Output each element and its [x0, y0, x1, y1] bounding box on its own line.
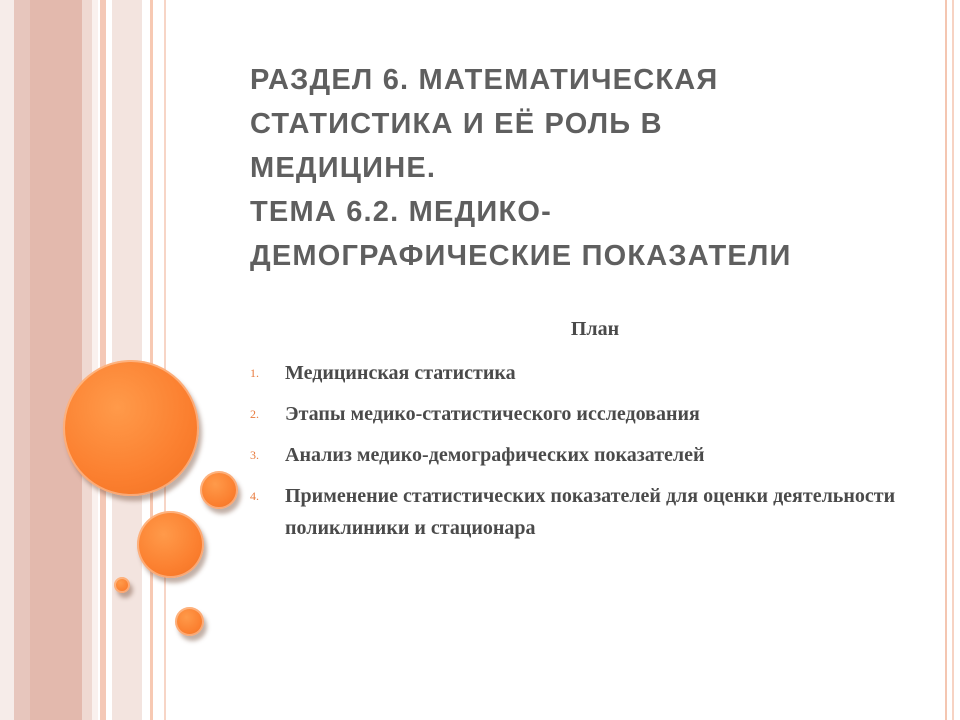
decor-stripe: [82, 0, 92, 720]
decor-circle-medium: [137, 511, 204, 578]
plan-list: [250, 357, 940, 553]
decor-stripe: [164, 0, 166, 720]
decor-border-line: [952, 0, 954, 720]
plan-item-text: Этапы медико-статистического исследования: [285, 403, 700, 425]
plan-item: [250, 439, 940, 471]
decor-stripe: [150, 0, 153, 720]
decor-stripe: [100, 0, 106, 720]
decor-stripe: [0, 0, 14, 720]
decor-circle-large: [63, 360, 199, 496]
plan-item: [250, 398, 940, 430]
title-line: РАЗДЕЛ 6. МАТЕМАТИЧЕСКАЯ: [250, 64, 719, 96]
decor-circle-tiny: [114, 577, 130, 593]
decor-circle-small-lower: [175, 607, 204, 636]
plan-item-text: Применение статистических показателей для оценки деятельности поликлиники и стационара: [285, 485, 896, 539]
plan-item-text: Медицинская статистика: [285, 362, 516, 384]
plan-item: [250, 357, 940, 389]
slide-title: [250, 58, 930, 278]
title-line: СТАТИСТИКА И ЕЁ РОЛЬ В: [250, 108, 663, 140]
decor-stripe: [30, 0, 82, 720]
plan-item-number: 4.: [250, 489, 259, 503]
plan-item-text: Анализ медико-демографических показателей: [285, 444, 705, 466]
plan-item: [250, 480, 940, 544]
plan-item-number: 1.: [250, 366, 259, 380]
decor-stripe: [92, 0, 98, 720]
decor-circle-small: [200, 471, 238, 509]
plan-item-number: 2.: [250, 407, 259, 421]
title-line: ТЕМА 6.2. МЕДИКО-: [250, 196, 552, 228]
decor-stripe: [14, 0, 30, 720]
title-line: МЕДИЦИНЕ.: [250, 152, 437, 184]
plan-item-number: 3.: [250, 448, 259, 462]
title-line: ДЕМОГРАФИЧЕСКИЕ ПОКАЗАТЕЛИ: [250, 240, 792, 272]
plan-heading: План: [570, 318, 620, 340]
decor-border-line: [945, 0, 947, 720]
